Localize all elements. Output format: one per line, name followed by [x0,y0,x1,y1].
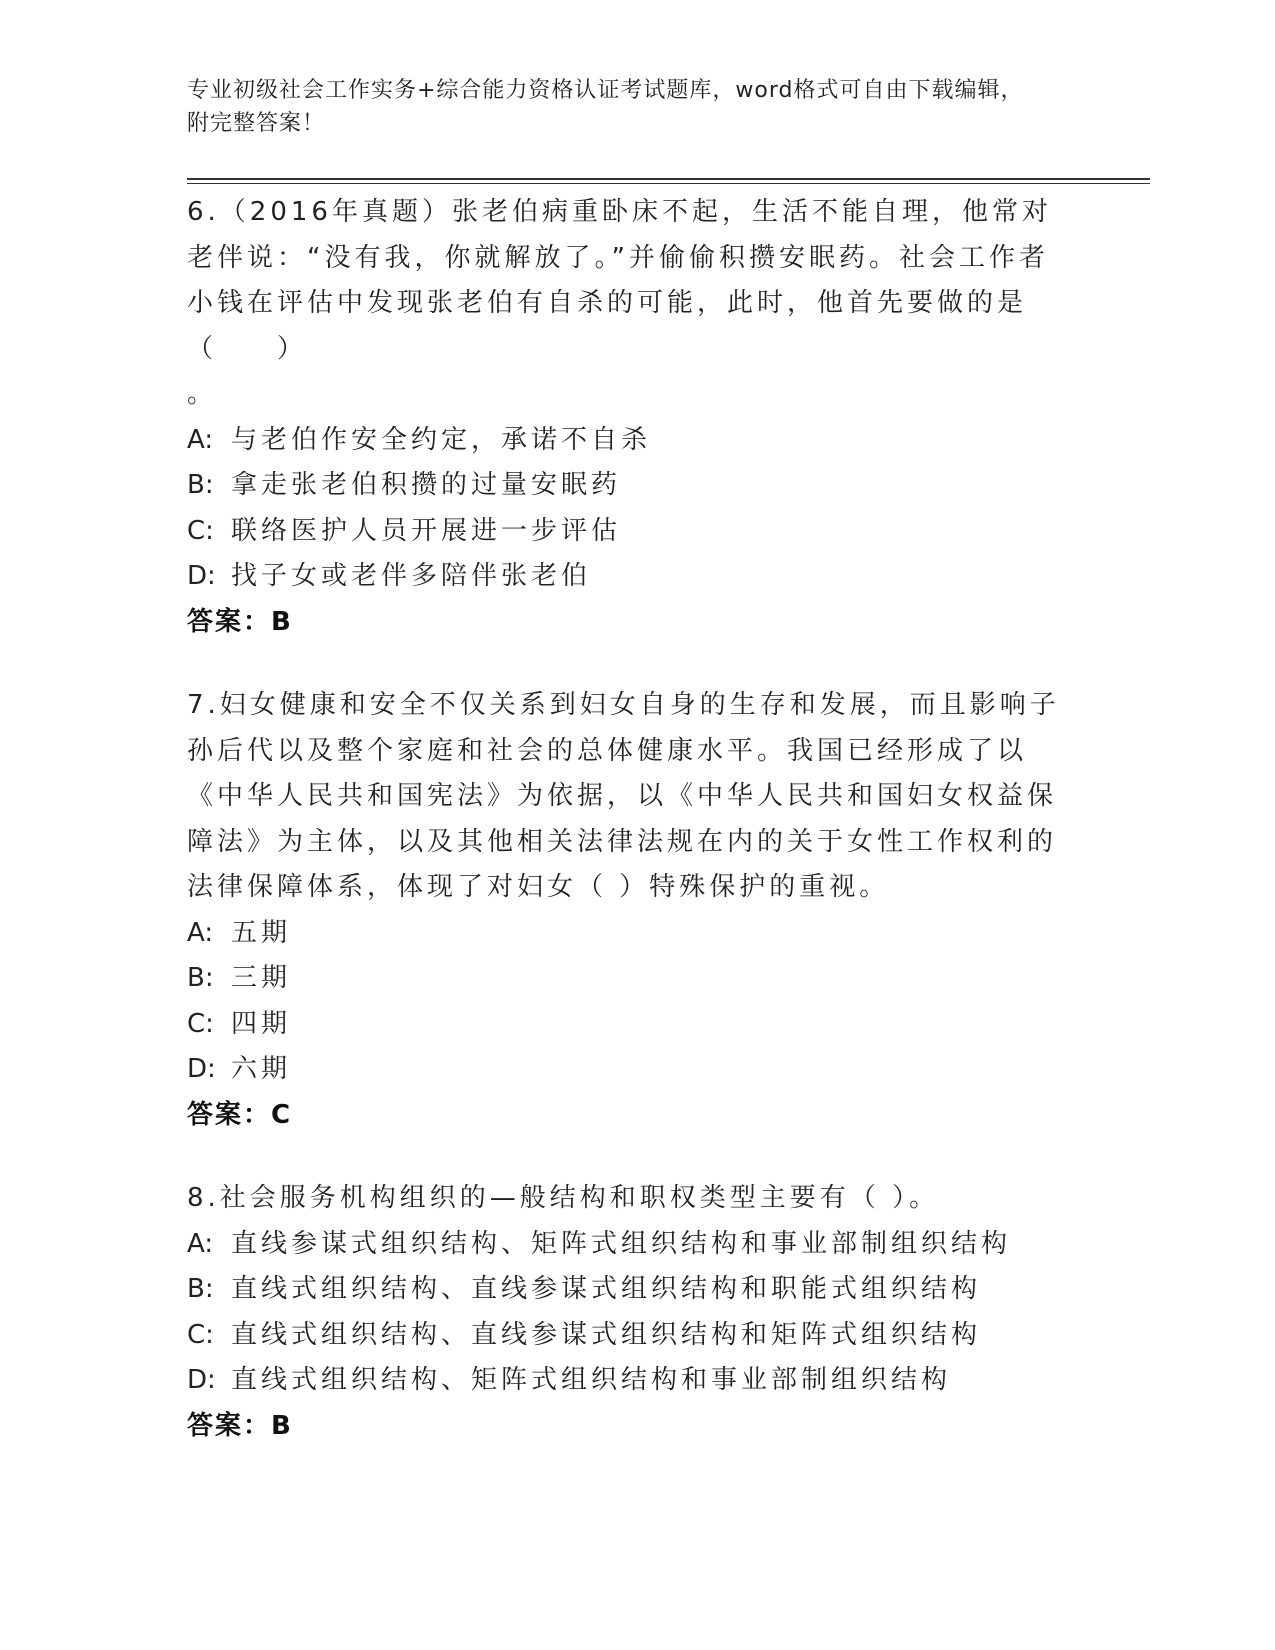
option-text: 直线参谋式组织结构、矩阵式组织结构和事业部制组织结构 [231,1228,1012,1259]
option-text: 与老伯作安全约定，承诺不自杀 [231,424,652,455]
option-a [187,418,1067,464]
option-key: B: [187,1274,214,1304]
option-key: D: [187,1054,216,1084]
header-line-2: 附完整答案！ [187,111,326,136]
option-key: C: [187,1008,214,1039]
question-stem-text: 6.（2016年真题）张老伯病重卧床不起，生活不能自理，他常对老伴说：“没有我，你就解放了。”并偷偷积攒安眠药。社会工作者小钱在评估中发现张老伯有自杀的可能，此时，他首先要做的是（ ） [187,197,1052,364]
option-key: D: [187,561,216,591]
document-header [187,74,1067,140]
option-key: C: [187,1319,214,1350]
option-text: 直线式组织结构、矩阵式组织结构和事业部制组织结构 [231,1365,952,1395]
option-a [187,1222,1067,1268]
question-list [187,190,1067,1487]
option-text: 四期 [231,1008,292,1039]
option-key: B: [187,470,214,500]
option-key: A: [187,1228,214,1259]
question-stem [187,190,1067,418]
answer-label: 答案：C [187,1099,293,1130]
option-key: D: [187,1365,216,1395]
option-d [187,554,1067,600]
option-key: C: [187,515,214,546]
option-a [187,911,1067,957]
question-stem-tail: 。 [187,379,218,409]
question-stem: 8.社会服务机构组织的—般结构和职权类型主要有（ ）。 [187,1183,940,1213]
option-text: 直线式组织结构、直线参谋式组织结构和职能式组织结构 [231,1274,982,1304]
option-b [187,956,1067,1002]
option-text: 拿走张老伯积攒的过量安眠药 [231,470,622,500]
option-key: A: [187,917,214,948]
header-divider-thin [187,183,1150,184]
option-text: 找子女或老伴多陪伴张老伯 [231,561,592,591]
question-8 [187,1176,1067,1449]
header-divider-thick [187,178,1150,180]
option-c [187,509,1067,555]
option-key: A: [187,424,214,455]
question-7 [187,683,1067,1138]
option-d [187,1047,1067,1093]
question-6 [187,190,1067,645]
option-d [187,1358,1067,1404]
option-c [187,1313,1067,1359]
question-stem: 7.妇女健康和安全不仅关系到妇女自身的生存和发展，而且影响子孙后代以及整个家庭和社会的总体健康水平。我国已经形成了以《中华人民共和国宪法》为依据，以《中华人民共和国妇女权益保障法》为主体，以及其他相关法律法规在内的关于女性工作权利的法律保障体系，体现了对妇女（ ）特殊保护的重视。 [187,690,1060,902]
option-text: 直线式组织结构、直线参谋式组织结构和矩阵式组织结构 [231,1319,982,1350]
option-c [187,1002,1067,1048]
option-text: 三期 [231,963,292,993]
answer-label: 答案：B [187,606,293,637]
option-key: B: [187,963,214,993]
answer-label: 答案：B [187,1410,293,1441]
option-text: 联络医护人员开展进一步评估 [231,515,622,546]
option-text: 五期 [231,917,292,948]
option-b [187,1267,1067,1313]
option-b [187,463,1067,509]
header-line-1: 专业初级社会工作实务+综合能力资格认证考试题库，word格式可自由下载编辑， [187,78,1024,103]
option-text: 六期 [231,1054,292,1084]
